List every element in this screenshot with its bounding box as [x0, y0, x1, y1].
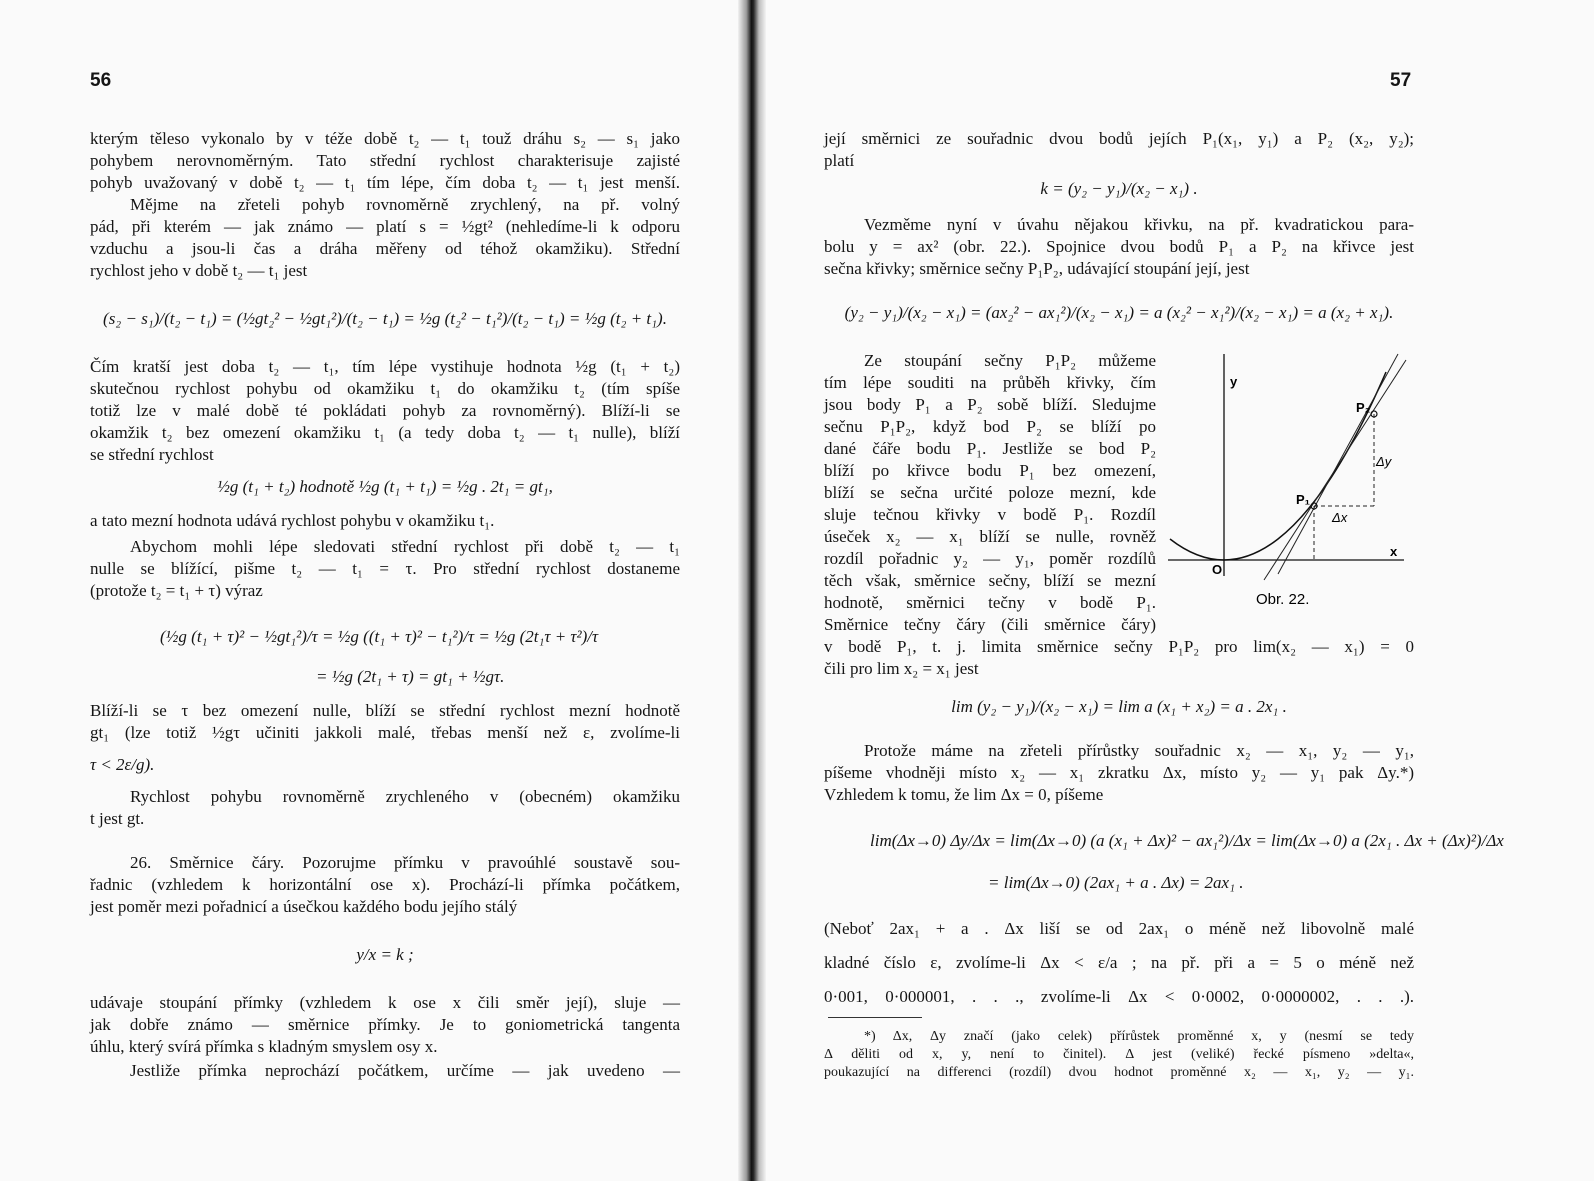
equation: k = (y₂ − y₁)/(x₂ − x₁) . [1040, 179, 1198, 198]
text-line: blíží se sečna určité poloze mezní, kde [824, 483, 1156, 502]
text-line: Protože máme na zřeteli přírůstky souřadnic x₂ — x₁, y₂ — y₁, [864, 741, 1414, 760]
text-line: (Neboť 2ax₁ + a . Δx liší se od 2ax₁ o méně než libovolně malé [824, 919, 1414, 938]
text-line: (protože t₂ = t₁ + τ) výraz [90, 581, 263, 600]
text-line: gt₁ (lze totiž ½gτ učiniti jakkoli malé, třebas menší než ε, zvolíme-li [90, 723, 680, 742]
text-line: jest poměr mezi pořadnicí a úsečkou každého bodu jejího stálý [90, 897, 518, 916]
text-line: řadnic (vzhledem k horizontální ose x). Prochází-li přímka počátkem, [90, 875, 680, 894]
text-line: Ze stoupání sečny P₁P₂ můžeme [864, 351, 1156, 370]
equation: = ½g (2t₁ + τ) = gt₁ + ½gτ. [316, 667, 505, 686]
equation: (s₂ − s₁)/(t₂ − t₁) = (½gt₂² − ½gt₁²)/(t₂ − t₁) = ½g (t₂² − t₁²)/(t₂ − t₁) = ½g (t₂ + t₁). [103, 309, 667, 328]
footnote-rule [828, 1017, 922, 1018]
parabola-diagram [1168, 348, 1416, 612]
text-line: Čím kratší jest doba t₂ — t₁, tím lépe vystihuje hodnota ½g (t₁ + t₂) [90, 357, 680, 376]
label-x: x [1390, 544, 1398, 559]
text-line: Jestliže přímka neprochází počátkem, určíme — jak uvedeno — [130, 1061, 680, 1080]
text-line: Rychlost pohybu rovnoměrně zrychleného v (obecném) okamžiku [130, 787, 680, 806]
footnote-line: *) Δx, Δy značí (jako celek) přírůstek proměnné x, y (nesmí se tedy [864, 1029, 1414, 1044]
footnote-line: Δ děliti od x, y, není to činitel). Δ jest (veliké) řecké písmeno »delta«, [824, 1047, 1414, 1062]
text-line: bolu y = ax² (obr. 22.). Spojnice dvou bodů P₁ a P₂ na křivce jest [824, 237, 1414, 256]
text-line: tím lépe souditi na průběh křivky, čím [824, 373, 1156, 392]
page-left [0, 0, 752, 1181]
equation: y/x = k ; [356, 945, 414, 964]
text-line: skutečnou rychlost pohybu od okamžiku t₁ do okamžiku t₂ (tím spíše [90, 379, 680, 398]
text-line: čili pro lim x₂ = x₁ jest [824, 659, 979, 678]
text-line: úhlu, který svírá přímka s kladným smyslem osy x. [90, 1037, 438, 1056]
text-line: udávaje stoupání přímky (vzhledem k ose x čili směr její), sluje — [90, 993, 680, 1012]
text-line: úseček x₂ — x₁ blíží se nulle, rovněž [824, 527, 1156, 546]
text-line: blíží po křivce bodu P₁ bez omezení, [824, 461, 1156, 480]
text-line: její směrnici ze souřadnic dvou bodů jejích P₁(x₁, y₁) a P₂ (x₂, y₂); [824, 129, 1414, 148]
text-line: Směrnice tečny čáry (čili směrnice čáry) [824, 615, 1156, 634]
text-line: dané čáře bodu P₁. Jestliže se bod P₂ [824, 439, 1156, 458]
label-origin: O [1212, 562, 1223, 577]
text-line: rychlost jeho v době t₂ — t₁ jest [90, 261, 308, 280]
parabola-curve [1170, 372, 1386, 560]
text-line: platí [824, 151, 855, 170]
equation: (y₂ − y₁)/(x₂ − x₁) = (ax₂² − ax₁²)/(x₂ − x₁) = a (x₂² − x₁²)/(x₂ − x₁) = a (x₂ + x₁). [844, 303, 1394, 322]
text-line: rozdíl pořadnic y₂ — y₁, poměr rozdílů [824, 549, 1156, 568]
text-line: t jest gt. [90, 809, 145, 828]
text-line: těch však, směrnice sečny, blíží se mezní [824, 571, 1156, 590]
text-line: v bodě P₁, t. j. limita směrnice sečny P₁P₂ pro lim(x₂ — x₁) = 0 [824, 637, 1414, 656]
text-line: Vzhledem k tomu, že lim Δx = 0, píšeme [824, 785, 1104, 804]
text-line: totiž lze v malé době té pokládati pohyb za rovnoměrný). Blíží-li se [90, 401, 680, 420]
text-line: pohyb uvažovaný v době t₂ — t₁ tím lépe, čím doba t₂ — t₁ jest menší. [90, 173, 680, 192]
equation: lim (y₂ − y₁)/(x₂ − x₁) = lim a (x₁ + x₂) = a . 2x₁ . [951, 697, 1287, 716]
label-y: y [1230, 374, 1238, 389]
text-line: sluje tečnou křivky v bodě P₁. Rozdíl [824, 505, 1156, 524]
equation: τ < 2ε/g). [90, 755, 155, 774]
equation: lim(Δx→0) Δy/Δx = lim(Δx→0) (a (x₁ + Δx)² − ax₁²)/Δx = lim(Δx→0) a (2x₁ . Δx + (Δx)²)/Δx [870, 831, 1504, 850]
footnote-line: poukazující na differenci (rozdíl) dvou hodnot proměnné x₂ — x₁, y₂ — y₁. [824, 1065, 1414, 1080]
text-line: hodnotě, směrnici tečny v bodě P₁. [824, 593, 1156, 612]
page-number: 57 [1390, 70, 1412, 91]
text-line: pohybem nerovnoměrným. Tato střední rychlost charakterisuje zajisté [90, 151, 680, 170]
figure-caption: Obr. 22. [1256, 591, 1310, 608]
text-line: pád, při kterém — jak známo — platí s = ½gt² (nehledíme-li k odporu [90, 217, 680, 236]
text-line: okamžik t₂ bez omezení okamžiku t₁ (a tedy doba t₂ — t₁ nulle), blíží [90, 423, 680, 442]
text-line: vzduchu a jsou-li čas a dráha měřeny od téhož okamžiku). Střední [90, 239, 680, 258]
equation: (½g (t₁ + τ)² − ½gt₁²)/τ = ½g ((t₁ + τ)² − t₁²)/τ = ½g (2t₁τ + τ²)/τ [160, 627, 599, 646]
text-line: 0·001, 0·000001, . . ., zvolíme-li Δx < 0·0002, 0·0000002, . . .). [824, 987, 1414, 1006]
text-line: sečnu P₁P₂, když bod P₂ se blíží po [824, 417, 1156, 436]
label-dx: Δx [1332, 510, 1348, 525]
text-line: Blíží-li se τ bez omezení nulle, blíží se střední rychlost mezní hodnotě [90, 701, 680, 720]
label-p2: P₂ [1356, 400, 1371, 415]
equation: ½g (t₁ + t₂) hodnotě ½g (t₁ + t₁) = ½g . 2t₁ = gt₁, [217, 477, 553, 496]
text-line: jsou body P₁ a P₂ sobě blíží. Sledujme [824, 395, 1156, 414]
text-line: sečna křivky; směrnice sečny P₁P₂, udávající stoupání její, jest [824, 259, 1250, 278]
text-line: píšeme vhodněji místo x₂ — x₁ zkratku Δx, místo y₂ — y₁ pak Δy.*) [824, 763, 1414, 782]
text-line: jak dobře známo — směrnice přímky. Je to goniometrická tangenta [90, 1015, 680, 1034]
text-line: Abychom mohli lépe sledovati střední rychlost při době t₂ — t₁ [130, 537, 680, 556]
label-p1: P₁ [1296, 492, 1311, 507]
text-line: Vezměme nyní v úvahu nějakou křivku, na př. kvadratickou para- [864, 215, 1414, 234]
text-line: kladné číslo ε, zvolíme-li Δx < ε/a ; na př. při a = 5 o méně než [824, 953, 1414, 972]
page-number: 56 [90, 70, 112, 91]
text-line: kterým těleso vykonalo by v téže době t₂ — t₁ touž dráhu s₂ — s₁ jako [90, 129, 680, 148]
label-dy: Δy [1376, 454, 1392, 469]
text-line: a tato mezní hodnota udává rychlost pohybu v okamžiku t₁. [90, 511, 495, 530]
section-heading-line: 26. Směrnice čáry. Pozorujme přímku v pravoúhlé soustavě sou- [130, 853, 680, 872]
figure-parabola [1168, 348, 1416, 617]
text-line: Mějme na zřeteli pohyb rovnoměrně zrychlený, na př. volný [130, 195, 680, 214]
equation: = lim(Δx→0) (2ax₁ + a . Δx) = 2ax₁ . [988, 873, 1244, 892]
text-line: se střední rychlost [90, 445, 214, 464]
text-line: nulle se blížící, pišme t₂ — t₁ = τ. Pro střední rychlost dostaneme [90, 559, 680, 578]
